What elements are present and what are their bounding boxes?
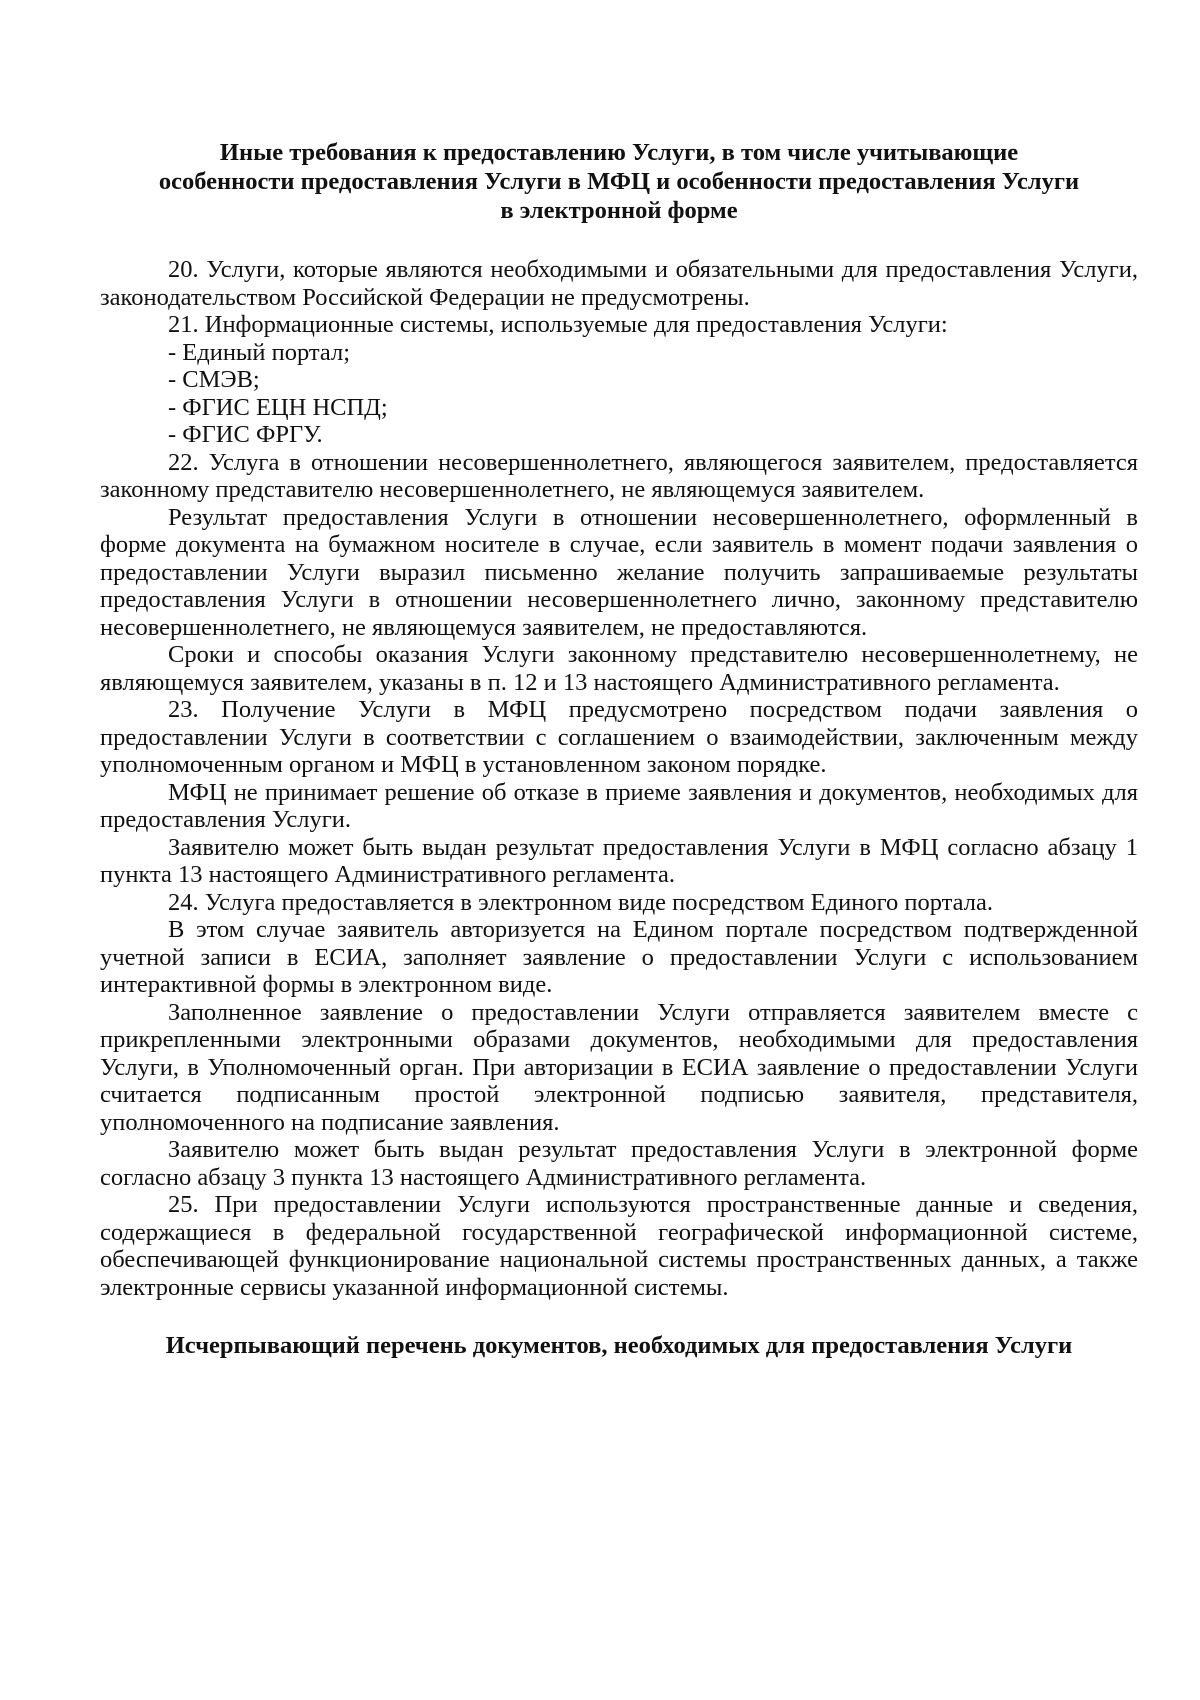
paragraph-24-authorization: В этом случае заявитель авторизуется на Едином портале посредством подтвержденной учетной записи в ЕСИА, заполняет заявление о предоставлении Услуги с использованием интерактивной формы в электронном виде. [100, 916, 1138, 998]
paragraph-20: 20. Услуги, которые являются необходимыми и обязательными для предоставления Услуги, законодательством Российской Федерации не предусмотрены. [100, 256, 1138, 311]
paragraph-23: 23. Получение Услуги в МФЦ предусмотрено посредством подачи заявления о предоставлении Услуги в соответствии с соглашением о взаимодействии, заключенным между уполномоченным органом и МФЦ в установленном законом порядке. [100, 696, 1138, 778]
list-item: - СМЭВ; [168, 366, 260, 393]
paragraph-22-result: Результат предоставления Услуги в отношении несовершеннолетнего, оформленный в форме документа на бумажном носителе в случае, если заявитель в момент подачи заявления о предоставлении Услуги выразил письменно желание получить запрашиваемые результаты предоставления Услуги в отношении несовершеннолетнего лично, законному представителю несовершеннолетнего, не являющемуся заявителем, не предоставляются. [100, 503, 1138, 641]
paragraph-24-submission: Заполненное заявление о предоставлении Услуги отправляется заявителем вместе с прикрепленными электронными образами документов, необходимыми для предоставления Услуги, в Уполномоченный орган. При авторизации в ЕСИА заявление о предоставлении Услуги считается подписанным простой электронной подписью заявителя, представителя, уполномоченного на подписание заявления. [100, 998, 1138, 1136]
document-body [100, 256, 1138, 1301]
list-item: - ФГИС ФРГУ. [168, 421, 323, 448]
document-page [100, 138, 1138, 1360]
section-title-line-1: Иные требования к предоставлению Услуги, в том числе учитывающие [219, 139, 1019, 166]
paragraph-25: 25. При предоставлении Услуги используются пространственные данные и сведения, содержащиеся в федеральной государственной географической информационной системе, обеспечивающей функционирование национальной системы пространственных данных, а также электронные сервисы указанной информационной системы. [100, 1191, 1138, 1301]
paragraph-24: 24. Услуга предоставляется в электронном виде посредством Единого портала. [168, 888, 993, 916]
paragraph-23-mfc-refusal: МФЦ не принимает решение об отказе в приеме заявления и документов, необходимых для предоставления Услуги. [100, 778, 1138, 833]
next-section-title: Исчерпывающий перечень документов, необходимых для предоставления Услуги [165, 1332, 1073, 1359]
paragraph-22: 22. Услуга в отношении несовершеннолетнего, являющегося заявителем, предоставляется законному представителю несовершеннолетнего, не являющемуся заявителем. [100, 448, 1138, 503]
paragraph-24-electronic-result: Заявителю может быть выдан результат предоставления Услуги в электронной форме согласно абзацу 3 пункта 13 настоящего Административного регламента. [100, 1136, 1138, 1191]
paragraph-21: 21. Информационные системы, используемые для предоставления Услуги: [168, 311, 948, 338]
paragraph-22-terms: Сроки и способы оказания Услуги законному представителю несовершеннолетнему, не являющемуся заявителем, указаны в п. 12 и 13 настоящего Административного регламента. [100, 641, 1138, 696]
list-item: - ФГИС ЕЦН НСПД; [168, 393, 388, 421]
section-title-line-3: в электронной форме [500, 197, 738, 224]
section-title-line-2: особенности предоставления Услуги в МФЦ и особенности предоставления Услуги [158, 168, 1080, 195]
paragraph-23-mfc-result: Заявителю может быть выдан результат предоставления Услуги в МФЦ согласно абзацу 1 пункта 13 настоящего Административного регламента. [100, 833, 1138, 888]
section-title [100, 138, 1138, 225]
list-item: - Единый портал; [168, 338, 351, 366]
